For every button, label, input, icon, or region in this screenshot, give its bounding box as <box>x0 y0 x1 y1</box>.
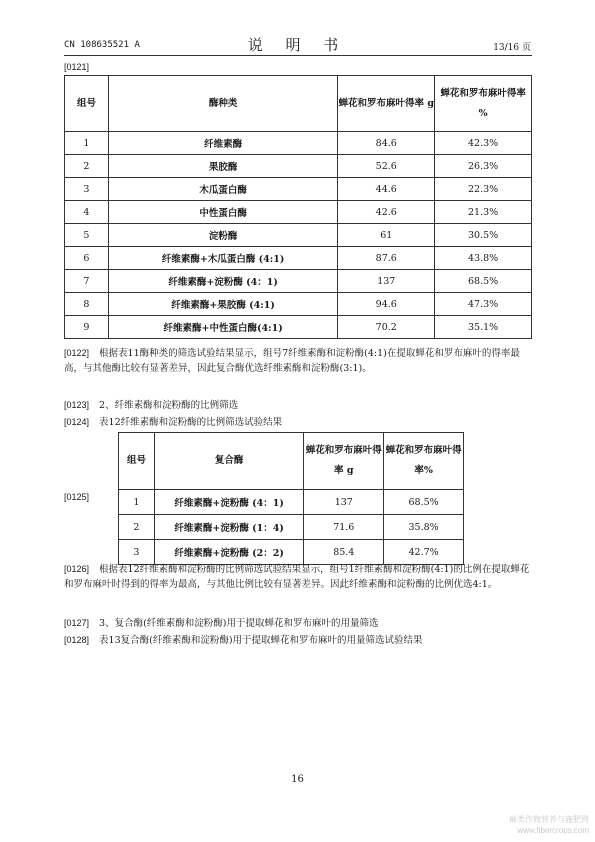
cell-yield-g: 61 <box>338 224 435 247</box>
cell-enzyme: 纤维素酶+淀粉酶 (4：1) <box>108 270 337 293</box>
paragraph-text-0122: 根据表11酶种类的筛选试验结果显示，组号7纤维素酶和淀粉酶(4:1)在提取蝉花和罗布麻叶的得率最高，与其他酶比较有显著差异，因此复合酶优选纤维素酶和淀粉酶(3:1)。 <box>64 348 520 374</box>
cell-group: 5 <box>65 224 109 247</box>
paragraph-0122 <box>64 346 532 376</box>
cell-yield-percent: 35.8% <box>384 515 464 540</box>
cell-group: 9 <box>65 316 109 339</box>
paragraph-0123 <box>64 398 532 413</box>
cell-yield-g: 85.4 <box>304 540 384 565</box>
column-header-group: 组号 <box>119 433 155 490</box>
cell-enzyme: 淀粉酶 <box>108 224 337 247</box>
paragraph-0126 <box>64 562 532 592</box>
paragraph-label-0124: [0124] <box>64 417 90 427</box>
table-row <box>65 270 532 293</box>
cell-yield-percent: 42.3% <box>435 132 532 155</box>
table-row <box>119 540 464 565</box>
paragraph-0127 <box>64 616 532 631</box>
cell-enzyme: 纤维素酶+木瓜蛋白酶 (4:1) <box>108 247 337 270</box>
cell-enzyme: 纤维素酶+淀粉酶 (2：2) <box>154 540 304 565</box>
cell-enzyme: 纤维素酶+中性蛋白酶(4:1) <box>108 316 337 339</box>
watermark <box>509 814 589 836</box>
table-row <box>65 247 532 270</box>
cell-yield-g: 42.6 <box>338 201 435 224</box>
cell-yield-percent: 43.8% <box>435 247 532 270</box>
cell-yield-percent: 22.3% <box>435 178 532 201</box>
cell-enzyme: 中性蛋白酶 <box>108 201 337 224</box>
column-header-yield-percent: 蝉花和罗布麻叶得率 % <box>435 76 532 132</box>
cell-enzyme: 木瓜蛋白酶 <box>108 178 337 201</box>
table-row <box>65 224 532 247</box>
paragraph-text-0128: 表13复合酶(纤维素酶和淀粉酶)用于提取蝉花和罗布麻叶的用量筛选试验结果 <box>99 635 423 646</box>
watermark-site-name: 麻类作物营养与施肥网 <box>509 815 589 824</box>
paragraph-text-0124: 表12纤维素酶和淀粉酶的比例筛选试验结果 <box>99 417 283 428</box>
paragraph-0128 <box>64 633 532 648</box>
table-row <box>119 515 464 540</box>
table-row <box>65 132 532 155</box>
table-header-row <box>119 433 464 490</box>
cell-enzyme: 纤维素酶+果胶酶 (4:1) <box>108 293 337 316</box>
table-11-enzyme-types <box>64 75 532 339</box>
cell-yield-percent: 42.7% <box>384 540 464 565</box>
cell-group: 8 <box>65 293 109 316</box>
table-row <box>119 490 464 515</box>
page-number: 16 <box>291 774 304 785</box>
cell-yield-g: 52.6 <box>338 155 435 178</box>
cell-enzyme: 纤维素酶+淀粉酶 (4：1) <box>154 490 304 515</box>
cell-yield-g: 137 <box>338 270 435 293</box>
cell-yield-g: 70.2 <box>338 316 435 339</box>
cell-group: 1 <box>119 490 155 515</box>
paragraph-text-0127: 3、复合酶(纤维素酶和淀粉酶)用于提取蝉花和罗布麻叶的用量筛选 <box>99 618 379 629</box>
paragraph-text-0126: 根据表12纤维素酶和淀粉酶的比例筛选试验结果显示，组号1纤维素酶和淀粉酶(4:1)的比例在提取蝉花和罗布麻叶时得到的得率为最高，与其他比例比较有显著差异。因此纤维素酶和淀粉酶的比例优选4:1。 <box>64 564 530 590</box>
cell-group: 1 <box>65 132 109 155</box>
cell-yield-g: 44.6 <box>338 178 435 201</box>
cell-enzyme: 纤维素酶 <box>108 132 337 155</box>
paragraph-label-0125: [0125] <box>64 492 90 502</box>
column-header-yield-g: 蝉花和罗布麻叶得率 g <box>338 76 435 132</box>
table-header-row <box>65 76 532 132</box>
cell-group: 3 <box>119 540 155 565</box>
patent-number: CN 108635521 A <box>64 40 140 50</box>
table-row <box>65 155 532 178</box>
table-row <box>65 293 532 316</box>
paragraph-label-0122: [0122] <box>64 348 90 358</box>
cell-group: 2 <box>65 155 109 178</box>
table-row <box>65 316 532 339</box>
header-rule <box>64 55 532 56</box>
cell-group: 7 <box>65 270 109 293</box>
cell-yield-percent: 30.5% <box>435 224 532 247</box>
paragraph-label-0127: [0127] <box>64 618 90 628</box>
paragraph-label-0128: [0128] <box>64 635 90 645</box>
column-header-yield-percent: 蝉花和罗布麻叶得率% <box>384 433 464 490</box>
cell-yield-percent: 47.3% <box>435 293 532 316</box>
cell-group: 2 <box>119 515 155 540</box>
cell-group: 6 <box>65 247 109 270</box>
document-title: 说 明 书 <box>247 36 348 54</box>
column-header-compound-enzyme: 复合酶 <box>154 433 304 490</box>
table-row <box>65 201 532 224</box>
page-info: 13/16 页 <box>493 43 531 53</box>
cell-yield-g: 87.6 <box>338 247 435 270</box>
column-header-group: 组号 <box>65 76 109 132</box>
column-header-yield-g: 蝉花和罗布麻叶得率 g <box>304 433 384 490</box>
cell-enzyme: 果胶酶 <box>108 155 337 178</box>
table-12-enzyme-ratio <box>118 432 464 565</box>
column-header-enzyme: 酶种类 <box>108 76 337 132</box>
cell-yield-percent: 68.5% <box>384 490 464 515</box>
cell-yield-g: 137 <box>304 490 384 515</box>
table-row <box>65 178 532 201</box>
cell-yield-percent: 26.3% <box>435 155 532 178</box>
paragraph-label-0126: [0126] <box>64 564 90 574</box>
cell-yield-g: 84.6 <box>338 132 435 155</box>
cell-yield-g: 94.6 <box>338 293 435 316</box>
watermark-url: www.fibercrops.com <box>517 826 589 835</box>
cell-yield-percent: 35.1% <box>435 316 532 339</box>
cell-yield-percent: 21.3% <box>435 201 532 224</box>
cell-yield-g: 71.6 <box>304 515 384 540</box>
cell-group: 3 <box>65 178 109 201</box>
cell-yield-percent: 68.5% <box>435 270 532 293</box>
paragraph-label-0123: [0123] <box>64 400 90 410</box>
cell-enzyme: 纤维素酶+淀粉酶 (1：4) <box>154 515 304 540</box>
paragraph-0124 <box>64 415 532 430</box>
paragraph-label-0121: [0121] <box>64 62 90 72</box>
cell-group: 4 <box>65 201 109 224</box>
paragraph-text-0123: 2、纤维素酶和淀粉酶的比例筛选 <box>99 400 239 411</box>
